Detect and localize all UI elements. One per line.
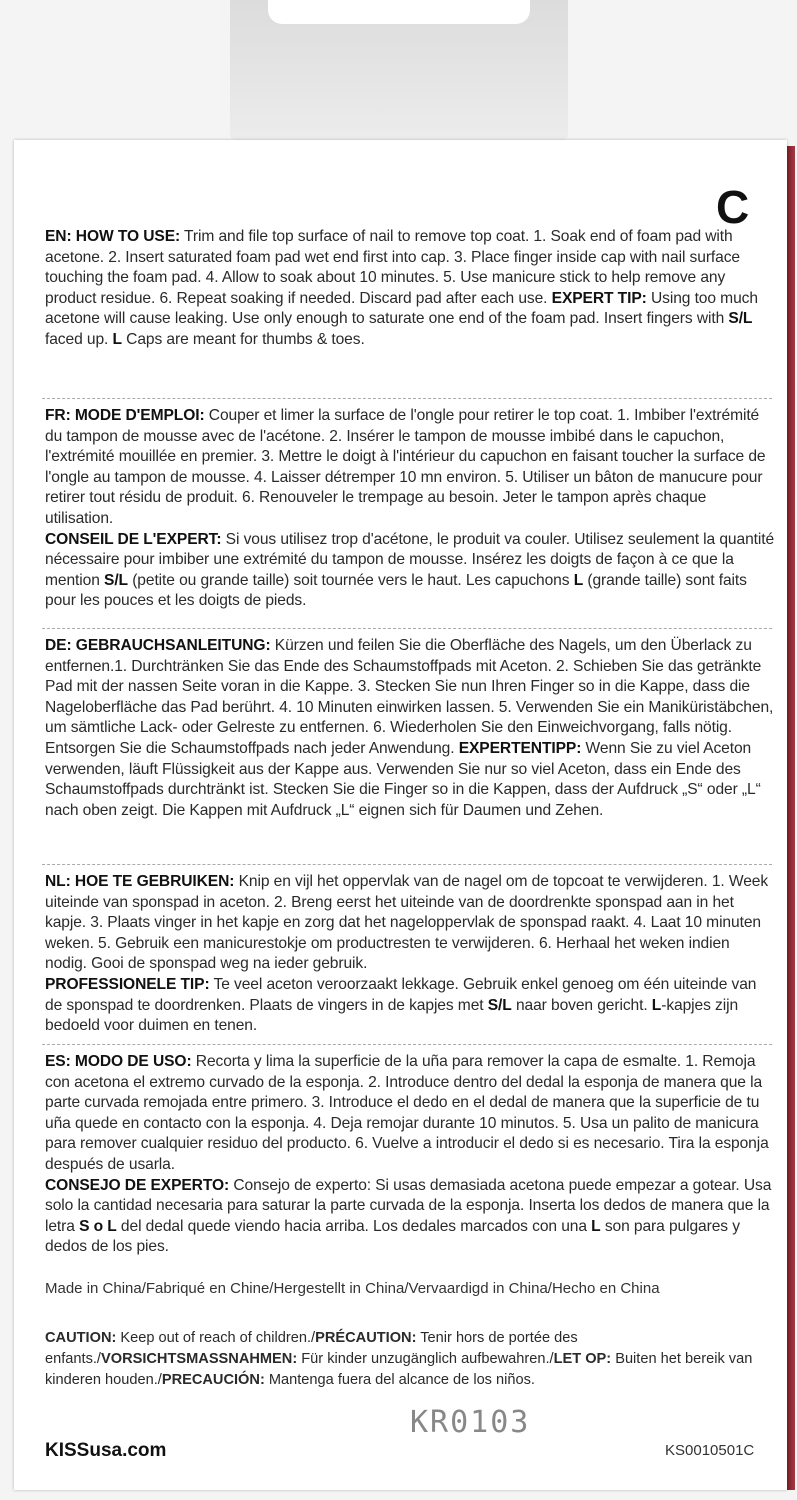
divider [42, 1044, 772, 1045]
sku-code: KS0010501C [665, 1442, 755, 1459]
divider [42, 398, 772, 399]
website-label: KISSusa.com [45, 1440, 167, 1461]
text-en-1: Trim and file top surface of nail to remove top coat. 1. Soak end of foam pad with acetone. 2. Insert saturated foam pad wet end first into cap. 3. Place finger inside cap with nail surface touching the foam pad. 4. Allow to soak about 10 minutes. 5. Use manicure stick to help remove any product residue. 6. Repeat soaking if needed. Discard pad after each use. [45, 228, 740, 307]
tip-heading-fr: CONSEIL DE L'EXPERT: [45, 530, 222, 548]
divider [42, 864, 772, 865]
text-de-2: Wenn Sie zu viel Aceton verwenden, läuft Flüssigkeit aus der Kappe aus. Verwenden Sie nur so viel Aceton, dass ein Ende des Schaumstoffpads durchtränkt ist. Stecken Sie die Finger so in die Kappen, dass der Aufdruck „S“ oder „L“ nach oben zeigt. Die Kappen mit Aufdruck „L“ eignen sich für Daumen und Zehen. [45, 739, 761, 819]
tip-heading-nl: PROFESSIONELE TIP: [45, 975, 210, 993]
caution-label-es: PRECAUCIÓN: [161, 1372, 265, 1388]
heading-fr: FR: MODE D'EMPLOI: [45, 407, 205, 424]
tip-heading-en: EXPERT TIP: [551, 289, 647, 307]
pack-letter: C [716, 181, 750, 233]
caution-text-fr: Tenir hors de portée des enfants./ [45, 1330, 578, 1367]
sl-es: S o L [79, 1217, 117, 1235]
caution-label-en: CAUTION: [45, 1330, 117, 1346]
text-fr-3: (petite ou grande taille) soit tournée vers le haut. Les capuchons [127, 571, 574, 589]
instructions-de [45, 636, 775, 821]
lot-code: KR0103 [410, 1405, 531, 1440]
caution-text-es: Mantenga fuera del alcance de los niños. [264, 1372, 535, 1388]
text-en-2: Using too much acetone will cause leaking. Use only enough to saturate one end of the foam pad. Insert fingers with [45, 289, 758, 328]
text-nl-4: -kapjes zijn bedoeld voor duimen en tenen. [45, 996, 739, 1035]
text-es-3: del dedal quede viendo hacia arriba. Los dedales marcados con una [116, 1217, 592, 1235]
text-es-4: son para pulgares y dedos de los pies. [45, 1217, 740, 1256]
divider [42, 628, 772, 629]
heading-es: ES: MODO DE USO: [45, 1053, 192, 1070]
instructions-fr [45, 406, 775, 612]
sl-fr: S/L [104, 571, 128, 589]
hang-hole [268, 0, 530, 24]
caution-text [45, 1328, 775, 1391]
caution-text-nl: Buiten het bereik van kinderen houden./ [45, 1351, 753, 1388]
text-fr-2: Si vous utilisez trop d'acétone, le produit va couler. Utilisez seulement la quantité nécessaire pour imbiber une extrémité du tampon de mousse. Insérez les doigts de façon à ce que la mention [45, 530, 775, 589]
l-fr: L [573, 571, 584, 589]
caution-label-de: VORSICHTSMASSNAHMEN: [100, 1351, 298, 1367]
caution-label-fr: PRÉCAUTION: [315, 1330, 417, 1346]
text-en-3: faced up. [45, 330, 113, 348]
sl-en: S/L [728, 310, 753, 328]
l-nl: L [651, 996, 662, 1014]
heading-nl: NL: HOE TE GEBRUIKEN: [45, 873, 235, 890]
tip-heading-de: EXPERTENTIPP: [458, 739, 582, 757]
sl-nl: S/L [487, 996, 512, 1014]
caution-text-en: Keep out of reach of children./ [116, 1330, 316, 1346]
l-en: L [112, 330, 122, 348]
made-in-text: Made in China/Fabriqué en Chine/Hergestellt in China/Vervaardigd in China/Hecho en China [45, 1280, 660, 1297]
caution-label-nl: LET OP: [553, 1351, 612, 1367]
package-red-edge [787, 146, 795, 1490]
text-nl-3: naar boven gericht. [511, 996, 652, 1014]
instructions-nl [45, 872, 775, 1037]
text-es-1: Recorta y lima la superficie de la uña para remover la capa de esmalte. 1. Remoja con acetona el extremo curvado de la esponja. 2. Introduce dentro del dedal la esponja de manera que la parte curvada remojada entre primero. 3. Introduce el dedo en el dedal de manera que la superficie de tu uña quede en contacto con la esponja. 4. Deja remojar durante 10 minutos. 5. Usa un palito de manicura para remover cualquier residuo del producto. 6. Vuelve a introducir el dedo si es necesario. Tira la esponja después de usarla. [45, 1053, 769, 1173]
tip-heading-es: CONSEJO DE EXPERTO: [45, 1176, 230, 1194]
text-de-1: Kürzen und feilen Sie die Oberfläche des Nagels, um den Überlack zu entfernen.1. Durchtränken Sie das Ende des Schaumstoffpads mit Aceton. 2. Schieben Sie das getränkte Pad mit der nassen Seite voran in die Kappe. 3. Stecken Sie nun Ihren Finger so in die Kappe, dass die Nageloberfläche das Pad berührt. 4. 10 Minuten einwirken lassen. 5. Verwenden Sie ein Maniküristäbchen, um sämtliche Lack- oder Gelreste zu entfernen. 6. Wiederholen Sie den Einweichvorgang, falls nötig. Entsorgen Sie die Schaumstoffpads nach jeder Anwendung. [45, 637, 774, 757]
l-es: L [591, 1217, 601, 1235]
instructions-en [45, 227, 775, 351]
text-fr-4: (grande taille) sont faits pour les pouces et les doigts de pieds. [45, 571, 747, 610]
text-fr-1: Couper et limer la surface de l'ongle pour retirer le top coat. 1. Imbiber l'extrémité du tampon de mousse avec de l'acétone. 2. Insérer le tampon de mousse imbibé dans le capuchon, l'extrémité mouillée en premier. 3. Mettre le doigt à l'intérieur du capuchon en faisant toucher la surface de l'ongle au tampon de mousse. 4. Laisser détremper 10 mn environ. 5. Utiliser un bâton de manucure pour retirer tout résidu de produit. 6. Renouveler le trempage au besoin. Jeter le tampon après chaque utilisation. [45, 407, 766, 527]
instructions-es [45, 1052, 775, 1258]
text-nl-2: Te veel aceton veroorzaakt lekkage. Gebruik enkel genoeg om één uiteinde van de sponspad te doordrenken. Plaats de vingers in de kapjes met [45, 975, 757, 1014]
text-es-2: Consejo de experto: Si usas demasiada acetona puede empezar a gotear. Usa solo la cantidad necesaria para saturar la parte curvada de la esponja. Inserta los dedos de manera que la letra [45, 1176, 772, 1235]
text-en-4: Caps are meant for thumbs & toes. [121, 330, 365, 348]
caution-text-de: Für kinder unzugänglich aufbewahren./ [297, 1351, 554, 1367]
heading-en: EN: HOW TO USE: [45, 228, 181, 245]
text-nl-1: Knip en vijl het oppervlak van de nagel om de topcoat te verwijderen. 1. Week uiteinde van sponspad in aceton. 2. Breng eerst het uiteinde van de doordrenkte sponspad aan in het kapje. 3. Plaats vinger in het kapje en zorg dat het nageloppervlak de sponspad raakt. 4. Laat 10 minuten weken. 5. Gebruik een manicurestokje om productresten te verwijderen. 6. Herhaal het weken indien nodig. Gooi de sponspad weg na ieder gebruik. [45, 873, 769, 973]
heading-de: DE: GEBRAUCHSANLEITUNG: [45, 637, 271, 654]
